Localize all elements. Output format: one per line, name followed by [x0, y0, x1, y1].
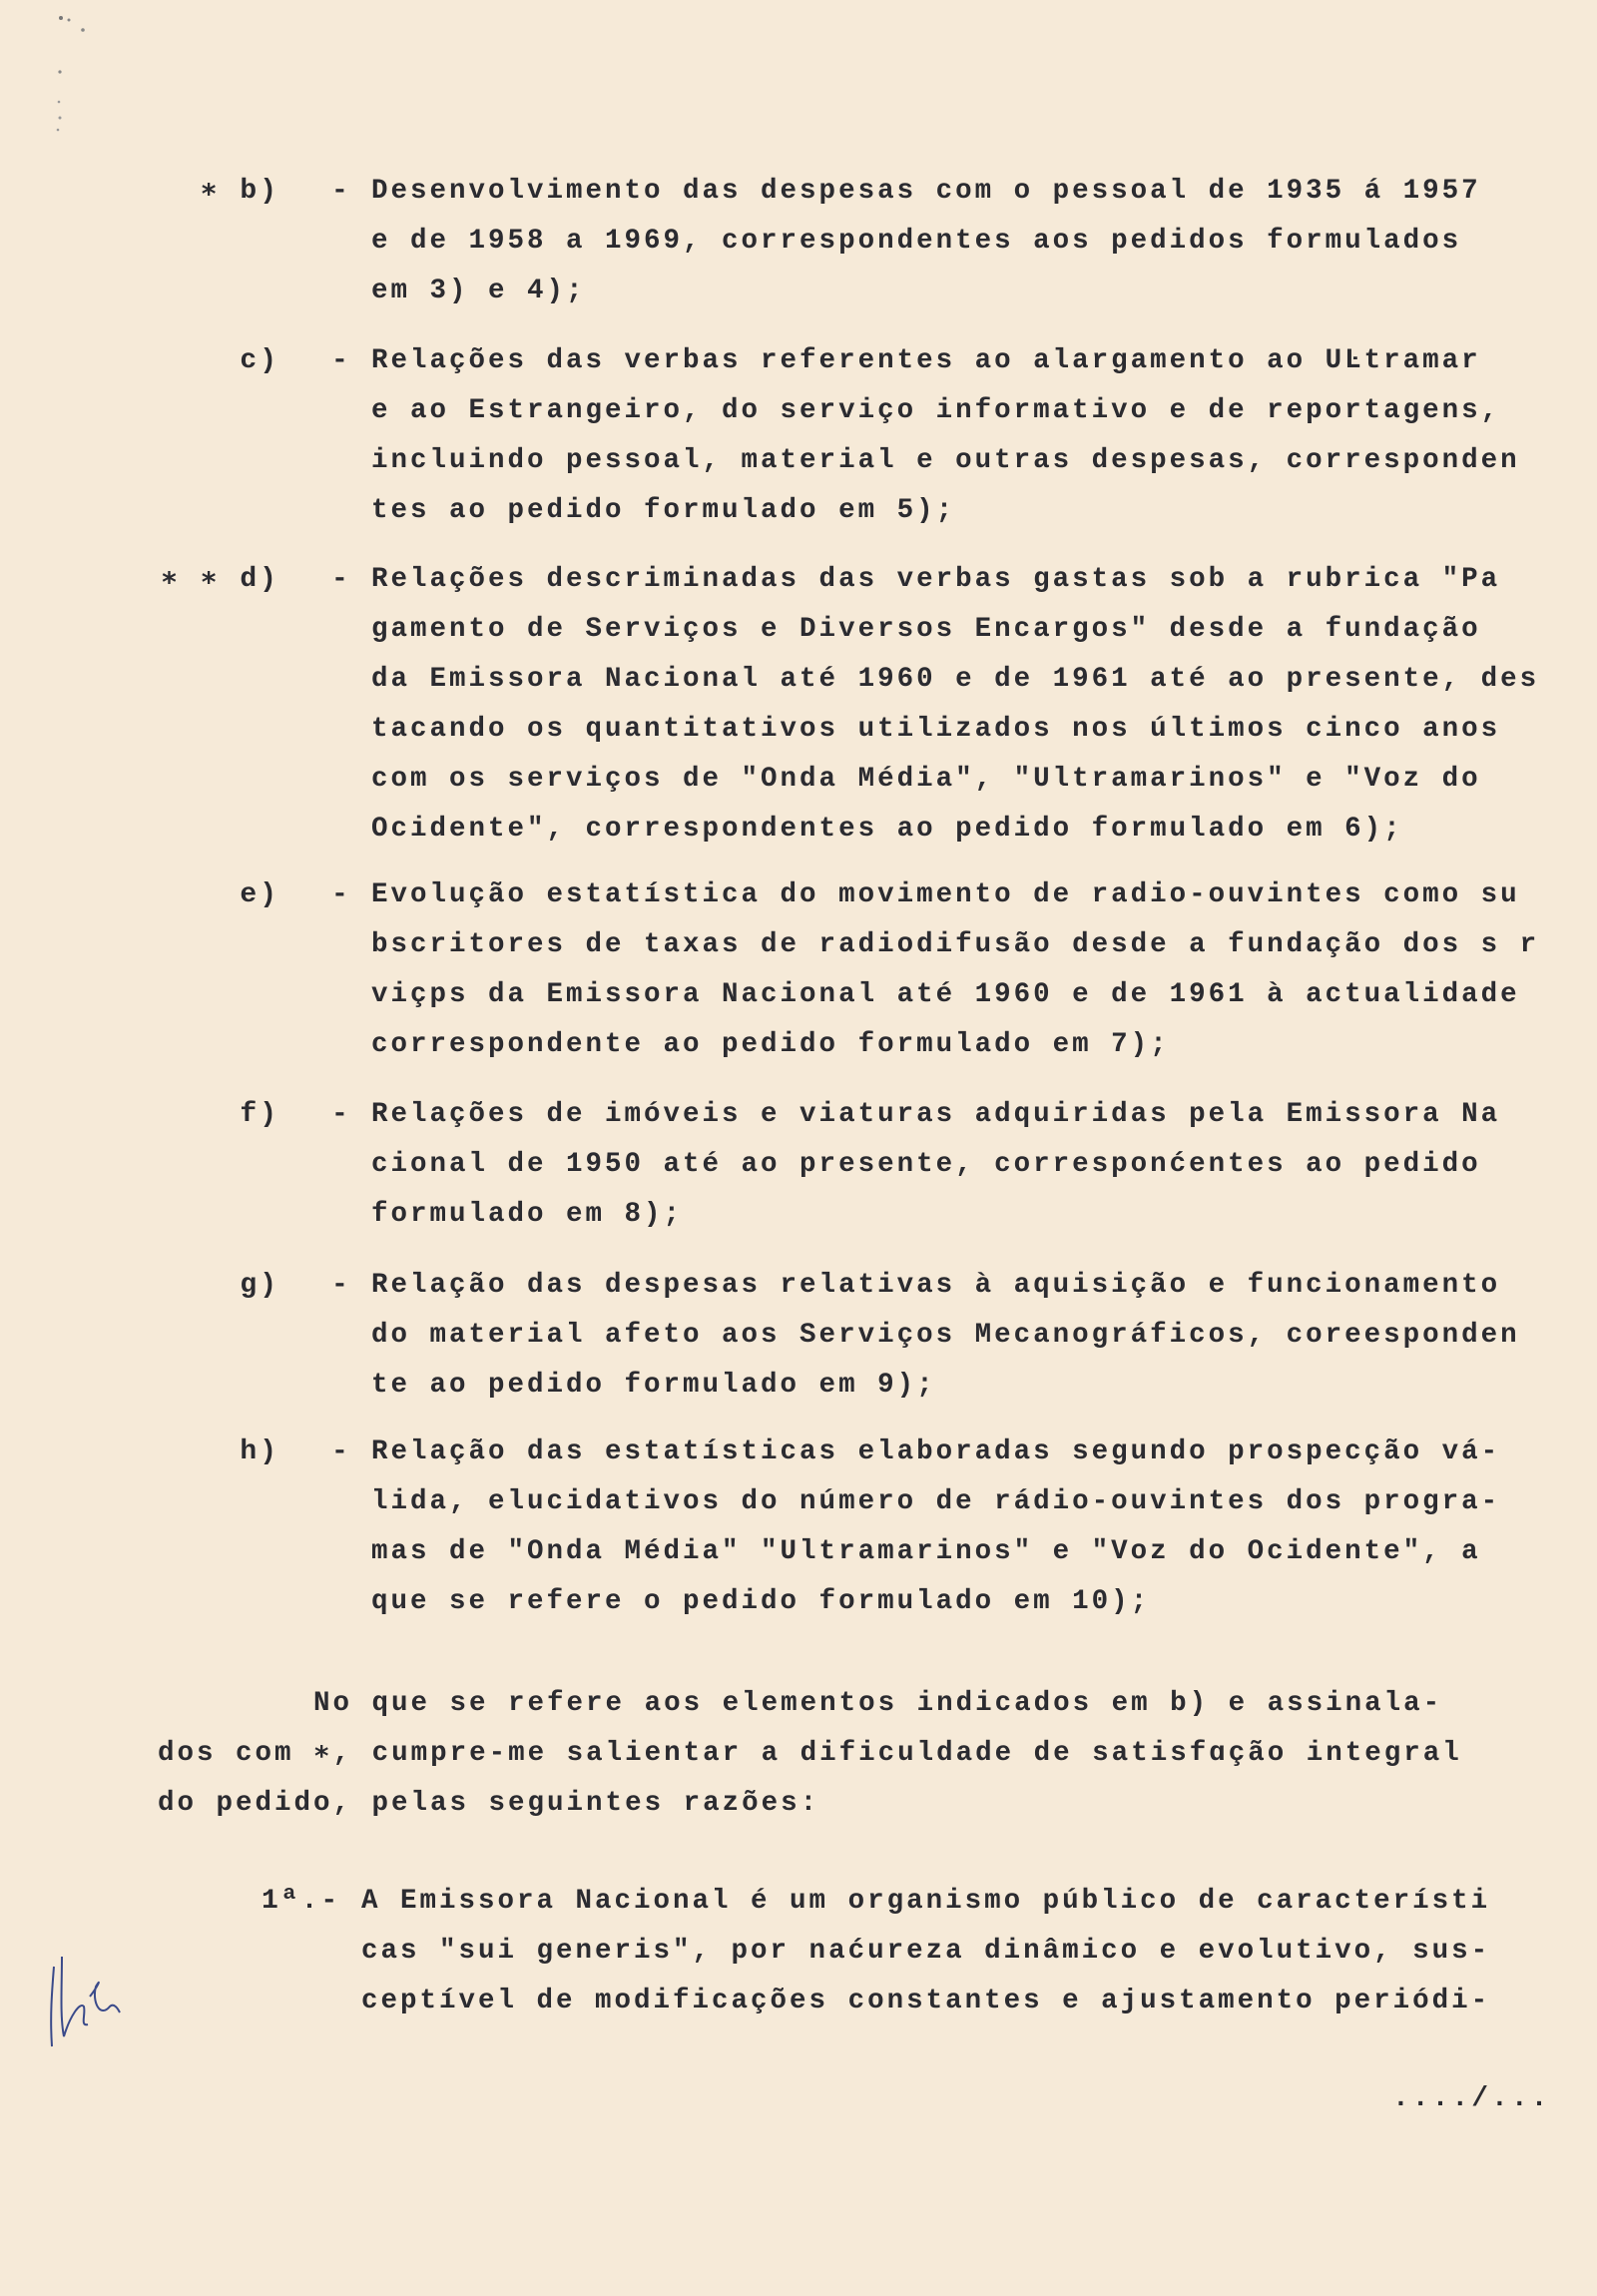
item-text [371, 1261, 1544, 1411]
text-line: da Emissora Nacional até 1960 e de 1961 até ao presente, des [371, 664, 1540, 695]
item-dash: - [331, 564, 348, 595]
item-dash: - [331, 1270, 348, 1301]
text-line: cional de 1950 até ao presente, corresponćentes ao pedido [371, 1149, 1481, 1180]
item-dash: - [331, 176, 348, 207]
text-line: ceptível de modificações constantes e ajustamento periódi- [361, 1986, 1491, 2016]
text-line: viçps da Emissora Nacional até 1960 e de 1961 à actualidade [371, 979, 1520, 1010]
paper-specks [55, 10, 135, 140]
text-line: formulado em 8); [371, 1199, 684, 1230]
item-dash: - [331, 879, 348, 910]
text-line: em 3) e 4); [371, 276, 586, 306]
continuation-marker: ..../... [1392, 2083, 1551, 2114]
item-text [371, 870, 1544, 1070]
text-line: mas de "Onda Média" "Ultramarinos" e "Voz do Ocidente", a [371, 1536, 1481, 1567]
text-line: Relação das estatísticas elaboradas segundo prospecção vá- [371, 1436, 1501, 1467]
numbered-marker: 1ª.- [262, 1886, 341, 1917]
item-text [371, 1090, 1544, 1240]
text-line: cas "sui generis", por naćureza dinâmico e evolutivo, sus- [361, 1936, 1491, 1967]
text-line: Evolução estatística do movimento de radio-ouvintes como su [371, 879, 1520, 910]
text-line: tes ao pedido formulado em 5); [371, 495, 956, 526]
text-line: bscritores de taxas de radiodifusão desde a fundação dos s r [371, 929, 1540, 960]
text-line: Relações das verbas referentes ao alargamento ao UĿtramar [371, 345, 1481, 376]
item-dash: - [331, 1436, 348, 1467]
item-dash: - [331, 1099, 348, 1130]
item-marker: f) [240, 1099, 279, 1130]
text-line: tacando os quantitativos utilizados nos últimos cinco anos [371, 714, 1501, 745]
text-line: que se refere o pedido formulado em 10); [371, 1586, 1151, 1617]
item-text [371, 555, 1544, 855]
item-marker: ∗ ∗ d) [161, 564, 279, 595]
text-line: dos com ∗, cumpre-me salientar a dificuldade de satisfɑção integral [158, 1738, 1462, 1769]
text-line: Relações descriminadas das verbas gastas sob a rubrica "Pa [371, 564, 1501, 595]
text-line: te ao pedido formulado em 9); [371, 1370, 936, 1401]
item-marker: ∗ b) [200, 176, 279, 207]
handwritten-initials [40, 1947, 130, 2056]
text-line: lida, elucidativos do número de rádio-ouvintes dos progra- [371, 1486, 1501, 1517]
text-line: e de 1958 a 1969, correspondentes aos pedidos formulados [371, 226, 1462, 257]
body-paragraph [158, 1679, 1555, 1829]
item-marker: h) [240, 1436, 279, 1467]
item-marker: g) [240, 1270, 279, 1301]
item-text [371, 336, 1544, 536]
item-marker: c) [240, 345, 279, 376]
text-line: Relação das despesas relativas à aquisição e funcionamento [371, 1270, 1501, 1301]
text-line: e ao Estrangeiro, do serviço informativo e de reportagens, [371, 395, 1501, 426]
item-marker: e) [240, 879, 279, 910]
text-line: A Emissora Nacional é um organismo público de característi [361, 1886, 1491, 1917]
text-line: com os serviços de "Onda Média", "Ultramarinos" e "Voz do [371, 764, 1481, 795]
text-line: Ocidente", correspondentes ao pedido formulado em 6); [371, 814, 1403, 845]
item-text [371, 1428, 1544, 1627]
text-line: Relações de imóveis e viaturas adquiridas pela Emissora Na [371, 1099, 1501, 1130]
item-dash: - [331, 345, 348, 376]
text-line: do pedido, pelas seguintes razões: [158, 1788, 820, 1819]
item-text [371, 167, 1544, 316]
text-line: No que se refere aos elementos indicados em b) e assinala- [158, 1688, 1443, 1719]
numbered-text [361, 1877, 1559, 2026]
text-line: do material afeto aos Serviços Mecanográficos, coreesponden [371, 1320, 1520, 1351]
text-line: incluindo pessoal, material e outras despesas, corresponden [371, 445, 1520, 476]
text-line: gamento de Serviços e Diversos Encargos" desde a fundação [371, 614, 1481, 645]
text-line: Desenvolvimento das despesas com o pessoal de 1935 á 1957 [371, 176, 1481, 207]
text-line: correspondente ao pedido formulado em 7); [371, 1029, 1170, 1060]
